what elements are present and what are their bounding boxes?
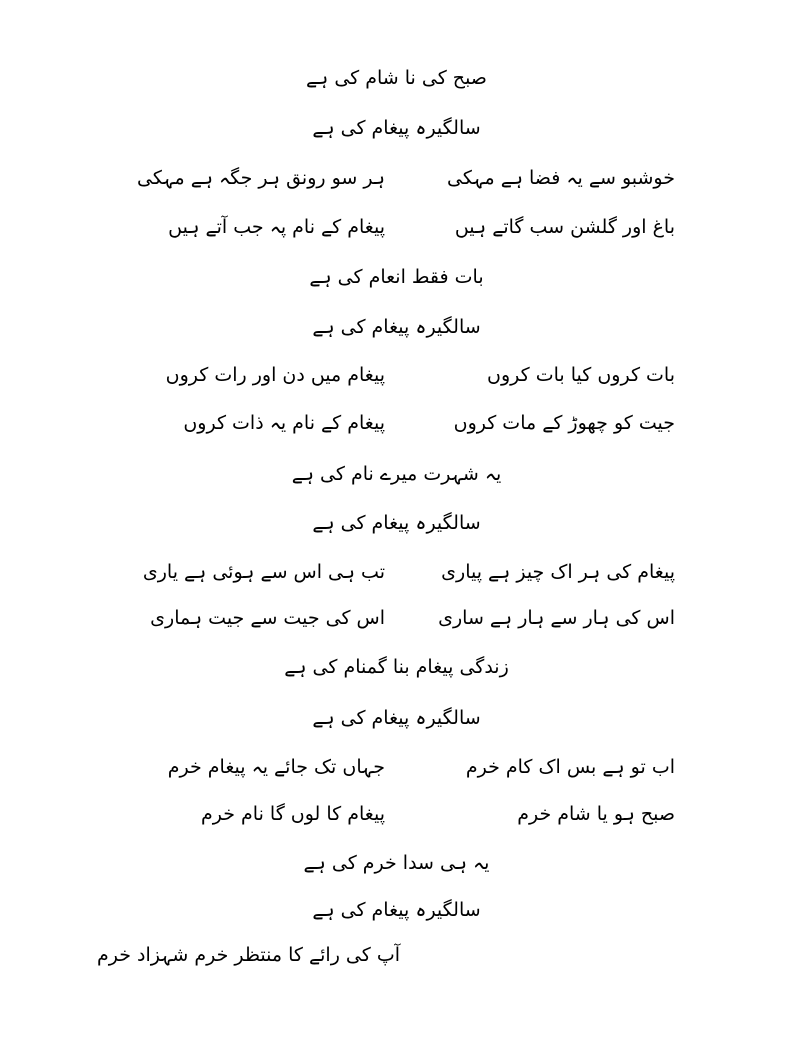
poem-line: بات فقط انعام کی ہے <box>309 266 484 288</box>
couplet-second-half: ہر سو رونق ہر جگہ ہے مہکی <box>137 167 385 189</box>
refrain-line: سالگیرہ پیغام کی ہے <box>312 512 481 534</box>
poem-line: یہ ہی سدا خرم کی ہے <box>303 852 490 874</box>
couplet-second-half: پیغام کے نام یہ ذات کروں <box>183 412 385 434</box>
couplet-first-half: باغ اور گلشن سب گاتے ہیں <box>454 216 675 238</box>
poem-line: صبح کی نا شام کی ہے <box>306 67 487 89</box>
couplet-first-half: بات کروں کیا بات کروں <box>487 364 675 386</box>
poem-line: یہ شہرت میرے نام کی ہے <box>291 463 502 485</box>
poem-line: زندگی پیغام بنا گمنام کی ہے <box>284 656 509 678</box>
author-signature: آپ کی رائے کا منتظر خرم شہزاد خرم <box>96 944 400 966</box>
refrain-line: سالگیرہ پیغام کی ہے <box>312 707 481 729</box>
refrain-line: سالگیرہ پیغام کی ہے <box>312 899 481 921</box>
couplet-first-half: صبح ہو یا شام خرم <box>517 803 675 825</box>
couplet-second-half: پیغام میں دن اور رات کروں <box>165 364 385 386</box>
refrain-line: سالگیرہ پیغام کی ہے <box>312 117 481 139</box>
couplet-second-half: تب ہی اس سے ہوئی ہے یاری <box>142 561 385 583</box>
couplet-first-half: جیت کو چھوڑ کے مات کروں <box>453 412 675 434</box>
couplet-second-half: جہاں تک جائے یہ پیغام خرم <box>167 756 385 778</box>
couplet-first-half: اب تو ہے بس اک کام خرم <box>465 756 675 778</box>
couplet-second-half: پیغام کا لوں گا نام خرم <box>201 803 385 825</box>
couplet-first-half: خوشبو سے یہ فضا ہے مہکی <box>447 167 675 189</box>
couplet-first-half: اس کی ہار سے ہار ہے ساری <box>438 607 675 629</box>
refrain-line: سالگیرہ پیغام کی ہے <box>312 316 481 338</box>
couplet-second-half: اس کی جیت سے جیت ہماری <box>150 607 385 629</box>
couplet-first-half: پیغام کی ہر اک چیز ہے پیاری <box>441 561 675 583</box>
couplet-second-half: پیغام کے نام پہ جب آتے ہیں <box>168 216 385 238</box>
